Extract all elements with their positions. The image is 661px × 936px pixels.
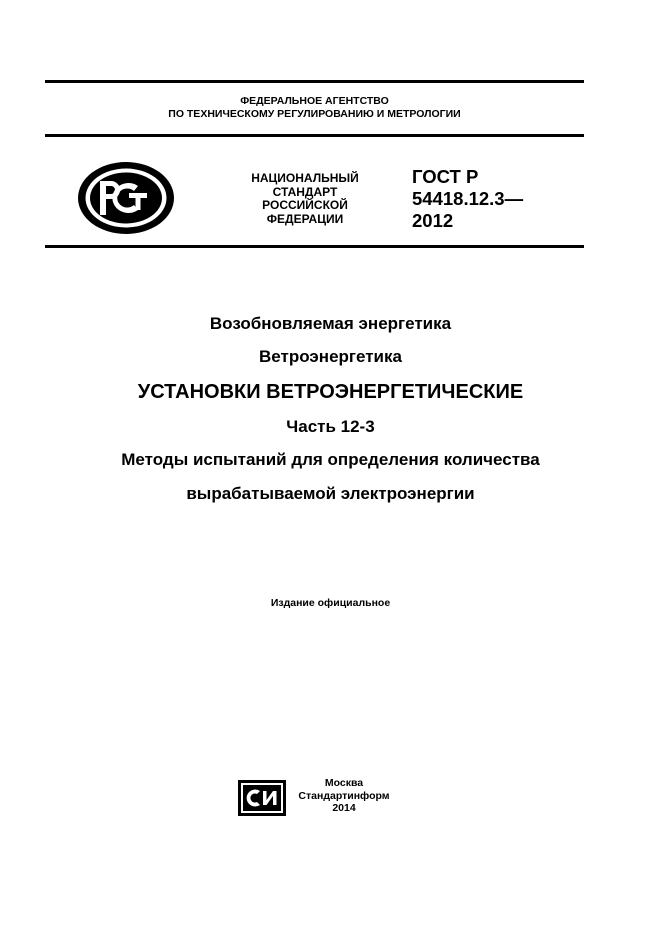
gost-line-1: ГОСТ Р	[412, 166, 479, 187]
document-title	[45, 313, 616, 505]
edition-label: Издание официальное	[270, 597, 391, 609]
standartinform-logo-icon	[238, 780, 286, 816]
title-line-4: Часть 12-3	[286, 417, 375, 436]
national-standard-label	[230, 172, 380, 226]
publisher-year: 2014	[332, 802, 356, 814]
national-line-3: РОССИЙСКОЙ	[262, 198, 348, 212]
publisher-info	[292, 777, 396, 815]
top-rule	[45, 80, 584, 83]
gost-designation	[412, 166, 523, 232]
title-line-6: вырабатываемой электроэнергии	[186, 484, 475, 503]
national-line-1: НАЦИОНАЛЬНЫЙ	[251, 171, 359, 185]
title-line-2: Ветроэнергетика	[259, 347, 402, 366]
national-line-2: СТАНДАРТ	[272, 184, 338, 199]
publisher-city: Москва	[324, 777, 364, 789]
middle-rule	[45, 134, 584, 137]
title-line-3: УСТАНОВКИ ВЕТРОЭНЕРГЕТИЧЕСКИЕ	[137, 381, 524, 403]
rst-certification-mark-icon	[76, 160, 176, 236]
gost-line-3: 2012	[412, 210, 454, 231]
title-line-5: Методы испытаний для определения количества	[121, 450, 540, 469]
title-line-1: Возобновляемая энергетика	[209, 314, 452, 333]
bottom-rule	[45, 245, 584, 248]
national-line-4: ФЕДЕРАЦИИ	[266, 211, 344, 226]
agency-line-2: ПО ТЕХНИЧЕСКОМУ РЕГУЛИРОВАНИЮ И МЕТРОЛОГИИ	[168, 108, 461, 120]
agency-header	[45, 95, 584, 121]
agency-line-1: ФЕДЕРАЛЬНОЕ АГЕНТСТВО	[240, 95, 389, 107]
publisher-name: Стандартинформ	[298, 789, 390, 802]
gost-line-2: 54418.12.3—	[412, 188, 524, 209]
